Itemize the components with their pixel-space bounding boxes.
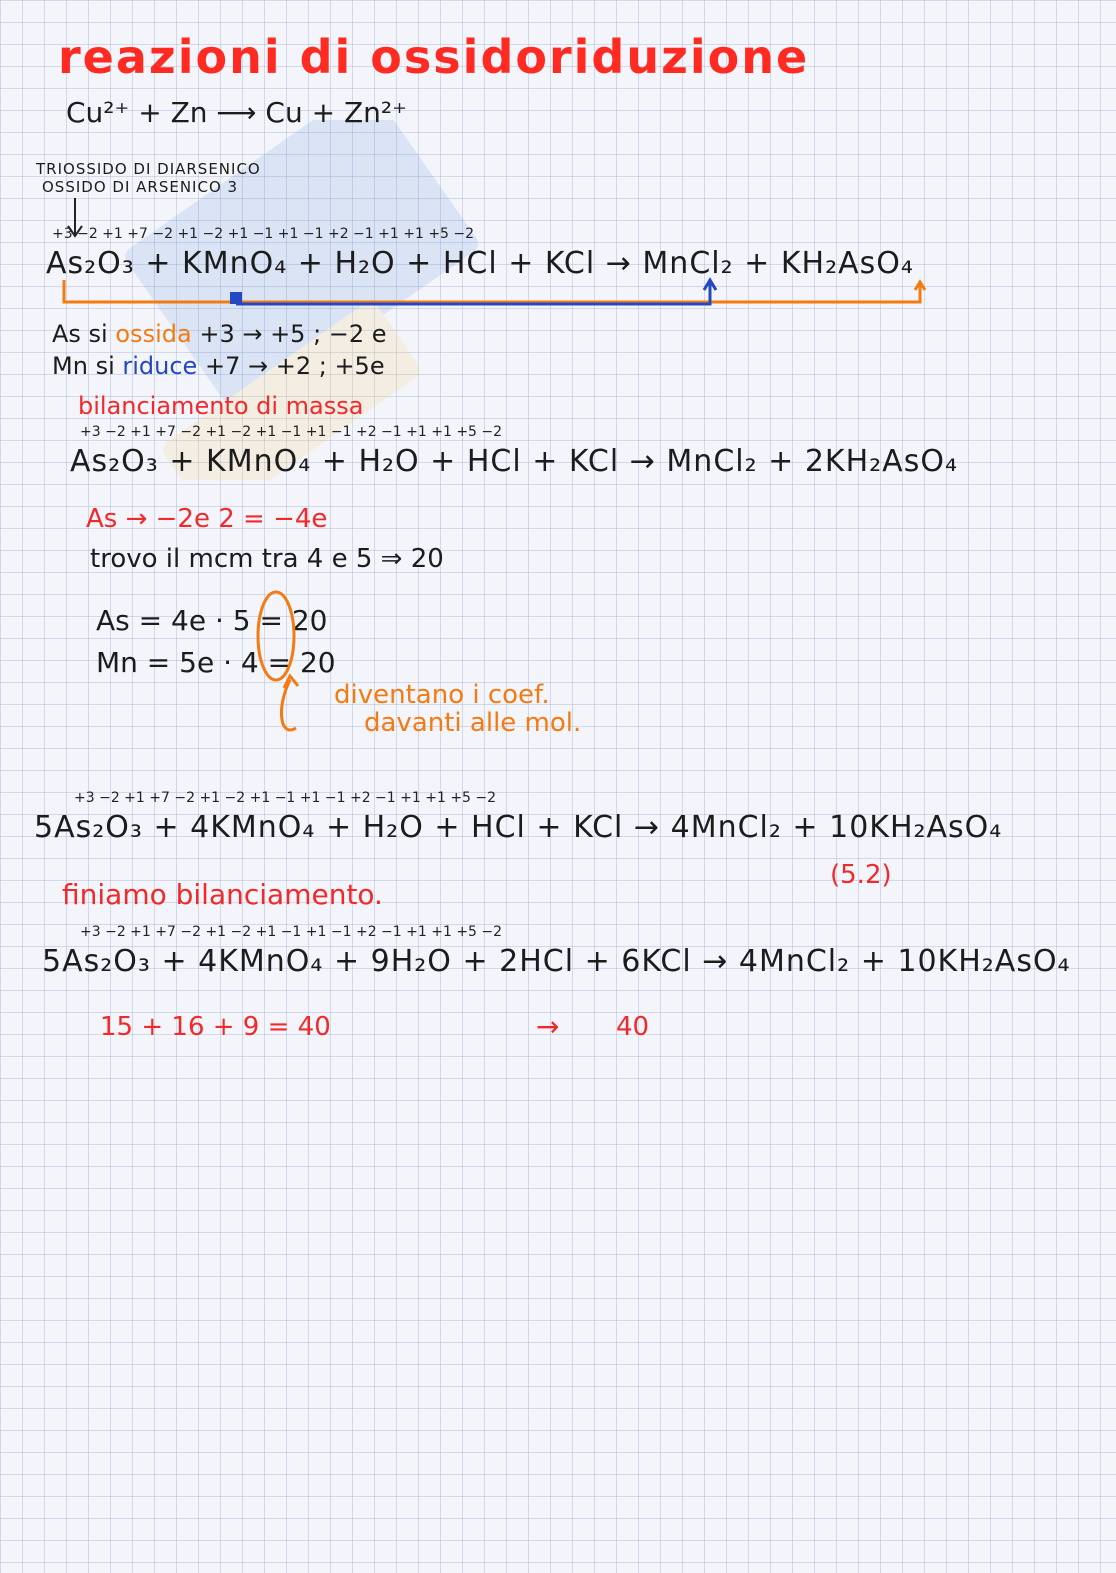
simple-reaction: Cu²⁺ + Zn ⟶ Cu + Zn²⁺	[66, 96, 407, 129]
equation1: As₂O₃ + KMnO₄ + H₂O + HCl + KCl → MnCl₂ + KH₂AsO₄	[46, 246, 914, 281]
lcm-note: trovo il mcm tra 4 e 5 ⇒ 20	[90, 544, 444, 574]
compound-name-line2: OSSIDO DI ARSENICO 3	[42, 178, 239, 196]
oxidation-verb: ossida	[115, 320, 192, 348]
equation1-oxidation-numbers: +3 −2 +1 +7 −2 +1 −2 +1 −1 +1 −1 +2 −1 +1 +1 +5 −2	[52, 226, 475, 242]
equation2-oxidation-numbers: +3 −2 +1 +7 −2 +1 −2 +1 −1 +1 −1 +2 −1 +1 +1 +5 −2	[80, 424, 503, 440]
oxidation-line	[52, 320, 387, 348]
equation3: 5As₂O₃ + 4KMnO₄ + H₂O + HCl + KCl → 4MnCl₂ + 10KH₂AsO₄	[34, 810, 1003, 845]
reduction-change: +7 → +2 ; +5e	[204, 352, 385, 380]
reduction-si: si	[95, 352, 115, 380]
as-calc: As = 4e · 5 = 20	[96, 604, 328, 637]
equation3-annotation: (5.2)	[830, 860, 892, 890]
finish-heading: finiamo bilanciamento.	[62, 878, 383, 911]
mn-calc: Mn = 5e · 4 = 20	[96, 646, 336, 679]
compound-name-line1: TRIOSSIDO DI DIARSENICO	[36, 160, 261, 178]
reduction-prefix: Mn	[52, 352, 88, 380]
reduction-verb: riduce	[122, 352, 198, 380]
oxidation-prefix: As si	[52, 320, 108, 348]
equation2: As₂O₃ + KMnO₄ + H₂O + HCl + KCl → MnCl₂ + 2KH₂AsO₄	[70, 444, 958, 479]
mass-balance-heading: bilanciamento di massa	[78, 392, 364, 420]
oxidation-change: +3 → +5 ; −2 e	[199, 320, 387, 348]
equation4: 5As₂O₃ + 4KMnO₄ + 9H₂O + 2HCl + 6KCl → 4MnCl₂ + 10KH₂AsO₄	[42, 944, 1071, 979]
final-arrow: →	[536, 1010, 560, 1043]
reduction-line	[52, 352, 385, 380]
coefficient-circle	[250, 588, 340, 748]
equation4-oxidation-numbers: +3 −2 +1 +7 −2 +1 −2 +1 −1 +1 −1 +2 −1 +1 +1 +5 −2	[80, 924, 503, 940]
equation3-oxidation-numbers: +3 −2 +1 +7 −2 +1 −2 +1 −1 +1 −1 +2 −1 +1 +1 +5 −2	[74, 790, 497, 806]
as-electrons: As → −2e 2 = −4e	[86, 504, 328, 534]
redox-bracket-lines	[60, 276, 940, 312]
final-result: 40	[616, 1012, 650, 1042]
page-title: reazioni di ossidoriduzione	[58, 30, 810, 84]
final-sum: 15 + 16 + 9 = 40	[100, 1012, 331, 1042]
coef-note-line2: davanti alle mol.	[364, 708, 582, 738]
coef-note-line1: diventano i coef.	[334, 680, 550, 710]
